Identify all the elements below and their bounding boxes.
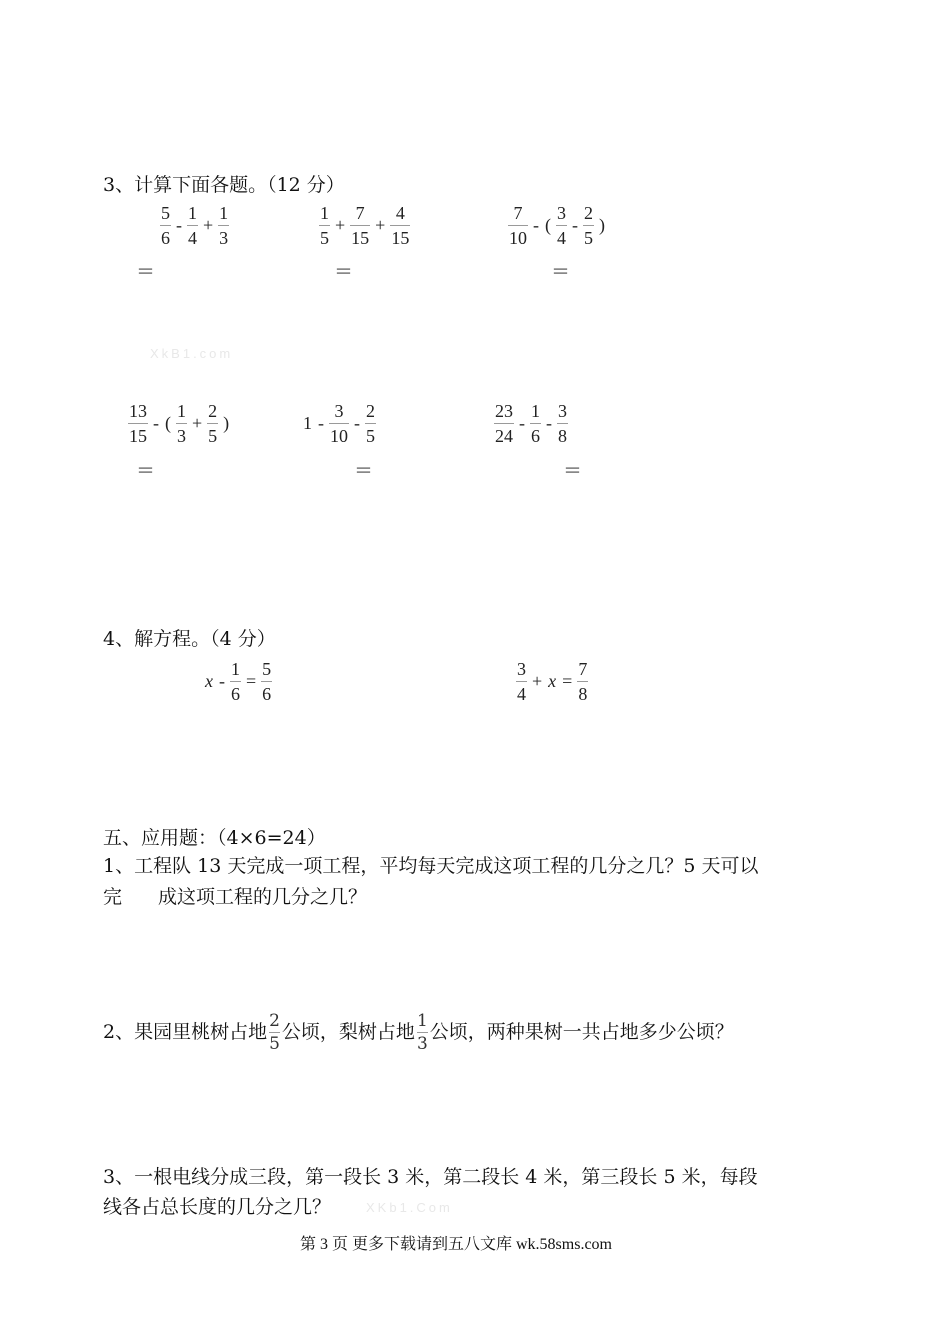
operator: -: [572, 215, 578, 235]
fraction-denominator: 3: [176, 423, 187, 445]
watermark: XkB1.com: [150, 346, 234, 361]
variable: x: [548, 671, 557, 691]
fraction: [365, 402, 376, 445]
operator: -: [176, 215, 182, 235]
operator: =: [562, 671, 573, 691]
fraction-numerator: 2: [584, 203, 593, 223]
equals-sign-1: ＝: [136, 261, 156, 283]
fraction-denominator: 8: [557, 423, 568, 445]
fraction-denominator: 6: [230, 681, 241, 703]
fraction: [187, 204, 198, 247]
equals-sign-5: ＝: [354, 460, 374, 482]
fraction-numerator: 1: [188, 203, 197, 223]
fraction-numerator: 7: [355, 203, 365, 223]
word-problem-2-part-a: 2、果园里桃树占地: [103, 1021, 268, 1043]
operator: +: [203, 215, 214, 235]
fraction: [508, 204, 528, 247]
fraction-numerator: 2: [208, 401, 218, 421]
fraction: [160, 204, 171, 247]
fraction-numerator: 2: [366, 401, 375, 421]
fraction-numerator: 23: [495, 401, 513, 421]
fraction-denominator: 24: [494, 423, 514, 445]
operator: -: [519, 413, 525, 433]
word-problem-3-line-1: 3、一根电线分成三段，第一段长 3 米，第二段长 4 米，第三段长 5 米，每段: [103, 1166, 758, 1188]
fraction-denominator: 6: [160, 225, 171, 247]
fraction-denominator: 5: [269, 1033, 280, 1054]
calc-problem-6: [492, 402, 570, 445]
word-problem-2: [103, 1004, 734, 1060]
word-problem-1-line-2b: 成这项工程的几分之几？: [158, 886, 368, 908]
fraction-numerator: 1: [231, 659, 240, 679]
fraction-numerator: 3: [334, 401, 344, 421]
fraction: [261, 660, 272, 703]
variable: x: [205, 671, 213, 691]
fraction: [350, 204, 370, 247]
fraction: [218, 204, 229, 247]
fraction-numerator: 13: [129, 401, 147, 421]
fraction-numerator: 1: [320, 203, 329, 223]
fraction-denominator: 5: [207, 423, 218, 445]
fraction-numerator: 1: [177, 401, 186, 421]
fraction-one-third: [417, 1012, 428, 1053]
fraction-denominator: 4: [556, 225, 567, 247]
fraction-denominator: 5: [583, 225, 594, 247]
fraction: [530, 402, 541, 445]
operator: -: [546, 413, 552, 433]
operator: -: [354, 413, 360, 433]
fraction: [556, 204, 567, 247]
calc-problem-4: [126, 402, 232, 445]
fraction: [583, 204, 594, 247]
fraction-numerator: 7: [513, 203, 523, 223]
fraction-denominator: 3: [416, 1033, 428, 1054]
fraction-numerator: 3: [558, 401, 567, 421]
section-3-heading: 3、计算下面各题。（12 分）: [103, 174, 345, 196]
fraction: [494, 402, 514, 445]
fraction-denominator: 15: [128, 423, 148, 445]
operator: -: [318, 413, 324, 433]
fraction-numerator: 1: [531, 401, 540, 421]
fraction: [207, 402, 218, 445]
operator: 1: [303, 413, 312, 433]
fraction: [329, 402, 349, 445]
operator: -: [533, 215, 539, 235]
calc-problem-1: [158, 204, 231, 247]
equals-sign-4: ＝: [136, 460, 156, 482]
fraction-numerator: 7: [578, 659, 588, 679]
watermark: XKb1.Com: [366, 1200, 453, 1215]
operator: -: [219, 671, 225, 691]
fraction: [577, 660, 588, 703]
operator: -: [153, 413, 159, 433]
operator: +: [532, 671, 543, 691]
fraction-denominator: 5: [365, 423, 376, 445]
section-4-heading: 4、解方程。（4 分）: [103, 628, 276, 650]
fraction-denominator: 6: [530, 423, 541, 445]
section-5-heading: 五、应用题：（4×6=24）: [103, 827, 326, 849]
equation-1: [202, 660, 274, 703]
operator: (: [165, 413, 171, 433]
fraction-denominator: 15: [350, 225, 370, 247]
fraction: [230, 660, 241, 703]
word-problem-1-line-1: 1、工程队 13 天完成一项工程，平均每天完成这项工程的几分之几？5 天可以: [103, 855, 759, 877]
fraction-numerator: 3: [517, 659, 526, 679]
fraction: [319, 204, 330, 247]
fraction-denominator: 5: [319, 225, 330, 247]
word-problem-1-line-2a: 完: [103, 886, 123, 908]
fraction-denominator: 10: [329, 423, 349, 445]
word-problem-2-part-b: 公顷，梨树占地: [281, 1021, 415, 1043]
equals-sign-3: ＝: [551, 261, 571, 283]
word-problem-3-line-2: 线各占总长度的几分之几？: [103, 1196, 332, 1218]
operator: ): [223, 413, 230, 433]
fraction-denominator: 10: [508, 225, 528, 247]
fraction-denominator: 15: [390, 225, 410, 247]
word-problem-2-part-c: 公顷，两种果树一共占地多少公顷？: [429, 1021, 734, 1043]
equals-sign-6: ＝: [563, 460, 583, 482]
fraction: [390, 204, 410, 247]
fraction: [128, 402, 148, 445]
equation-2: [514, 660, 590, 703]
fraction-numerator: 1: [219, 203, 229, 223]
equals-sign-2: ＝: [334, 261, 354, 283]
page-footer: 第 3 页 更多下载请到五八文库 wk.58sms.com: [300, 1236, 613, 1253]
fraction-two-fifths: [269, 1012, 280, 1053]
fraction: [176, 402, 187, 445]
operator: +: [375, 215, 386, 235]
calc-problem-3: [506, 204, 608, 247]
fraction-numerator: 3: [557, 203, 566, 223]
operator: =: [246, 671, 257, 691]
fraction-denominator: 4: [516, 681, 527, 703]
fraction-denominator: 6: [261, 681, 272, 703]
fraction-numerator: 5: [262, 659, 272, 679]
fraction-denominator: 8: [577, 681, 588, 703]
fraction-numerator: 4: [395, 203, 405, 223]
operator: (: [545, 215, 551, 235]
fraction-numerator: 5: [161, 203, 170, 223]
fraction-numerator: 2: [269, 1010, 280, 1031]
fraction: [557, 402, 568, 445]
calc-problem-5: [300, 402, 378, 445]
operator: +: [335, 215, 346, 235]
fraction-denominator: 4: [187, 225, 198, 247]
fraction-numerator: 1: [416, 1010, 428, 1031]
operator: +: [192, 413, 203, 433]
fraction: [516, 660, 527, 703]
calc-problem-2: [317, 204, 412, 247]
fraction-denominator: 3: [218, 225, 229, 247]
operator: ): [599, 215, 605, 235]
